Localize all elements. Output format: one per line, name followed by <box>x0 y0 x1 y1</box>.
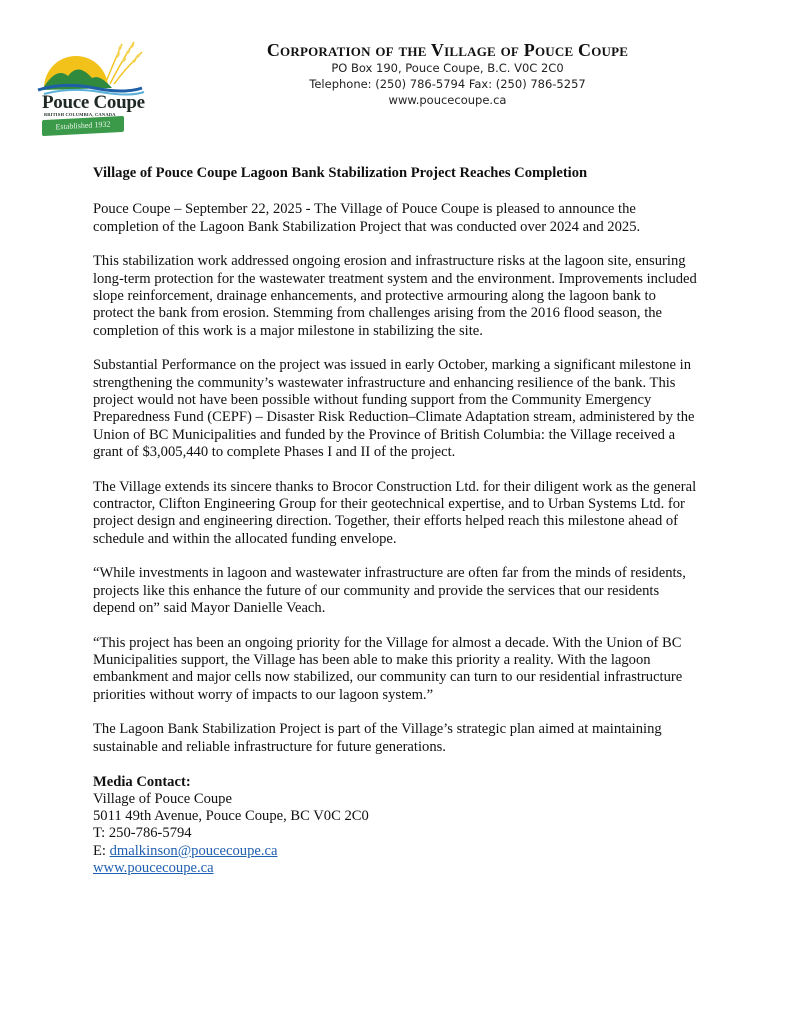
email-prefix: E: <box>93 842 110 859</box>
media-contact-address: 5011 49th Avenue, Pouce Coupe, BC V0C 2C0 <box>93 808 369 825</box>
logo-banner-text: Established 1932 <box>55 119 111 132</box>
paragraph-mayor-quote: “While investments in lagoon and wastewater infrastructure are often far from the minds of residents, projects like this enhance the future of our community and provide the services that our residents depend on” said Mayor Danielle Veach. <box>93 565 686 616</box>
email-link[interactable]: dmalkinson@poucecoupe.ca <box>109 842 278 859</box>
paragraph-funding: Substantial Performance on the project was issued in early October, marking a significant milestone in strengthening the community’s wastewater infrastructure and enhancing resilience of the bank. This project would not have been possible without funding support from the Community Emergency Preparedness Fund (CEPF) – Disaster Risk Reduction–Climate Adaptation stream, administered by the Union of BC Municipalities and funded by the Province of British Columbia: the Village received a grant of $3,005,440 to complete Phases I and II of the project. <box>93 357 695 460</box>
media-contact-email-line <box>93 843 698 860</box>
media-contact-phone: T: 250-786-5794 <box>93 825 192 842</box>
media-contact-block <box>93 774 698 878</box>
letterhead-website: www.poucecoupe.ca <box>388 93 507 107</box>
paragraph-announcement: Pouce Coupe – September 22, 2025 - The Village of Pouce Coupe is pleased to announce the completion of the Lagoon Bank Stabilization Project that was conducted over 2024 and 2025. <box>93 201 641 235</box>
paragraph-priority-quote: “This project has been an ongoing priority for the Village for almost a decade. With the Union of BC Municipalities support, the Village has been able to make this priority a reality. With the lagoon embankment and major cells now stabilized, our community can turn to our residential infrastructure priorities without worry of impacts to our lagoon system.” <box>93 634 683 703</box>
logo-banner <box>42 116 124 136</box>
letterhead-title: Corporation of the Village of Pouce Coupe <box>266 40 629 60</box>
press-release-body <box>93 165 698 877</box>
letterhead-telephone: Telephone: (250) 786-5794 Fax: (250) 786-5257 <box>309 77 586 91</box>
logo-wordmark: Pouce Coupe <box>42 92 145 113</box>
website-link[interactable]: www.poucecoupe.ca <box>93 860 214 876</box>
paragraph-thanks: The Village extends its sincere thanks to Brocor Construction Ltd. for their diligent work as the general contractor, Clifton Engineering Group for their geotechnical expertise, and to Urban Systems Ltd. for project design and engineering direction. Together, their efforts helped reach this milestone ahead of schedule and within the allocated funding envelope. <box>93 478 697 547</box>
media-contact-organization: Village of Pouce Coupe <box>93 790 232 807</box>
press-release-headline: Village of Pouce Coupe Lagoon Bank Stabilization Project Reaches Completion <box>93 165 588 181</box>
media-contact-label: Media Contact: <box>93 773 191 790</box>
letterhead-address: PO Box 190, Pouce Coupe, B.C. V0C 2C0 <box>331 61 564 75</box>
paragraph-scope: This stabilization work addressed ongoing erosion and infrastructure risks at the lagoon site, ensuring long-term protection for the wastewater treatment system and the environment. Improvements included slope reinforcement, drainage enhancements, and protective armouring along the lagoon bank to protect the bank from erosion. Stemming from challenges arising from the 2016 flood season, the completion of this work is a major milestone in stabilizing the site. <box>93 253 697 339</box>
paragraph-strategic-plan: The Lagoon Bank Stabilization Project is part of the Village’s strategic plan aimed at maintaining sustainable and reliable infrastructure for future generations. <box>93 721 662 755</box>
logo-subtitle: BRITISH COLUMBIA, CANADA <box>44 112 116 117</box>
media-contact-website-line <box>93 860 698 877</box>
village-logo <box>34 36 152 140</box>
logo-graphic-icon <box>34 36 152 96</box>
